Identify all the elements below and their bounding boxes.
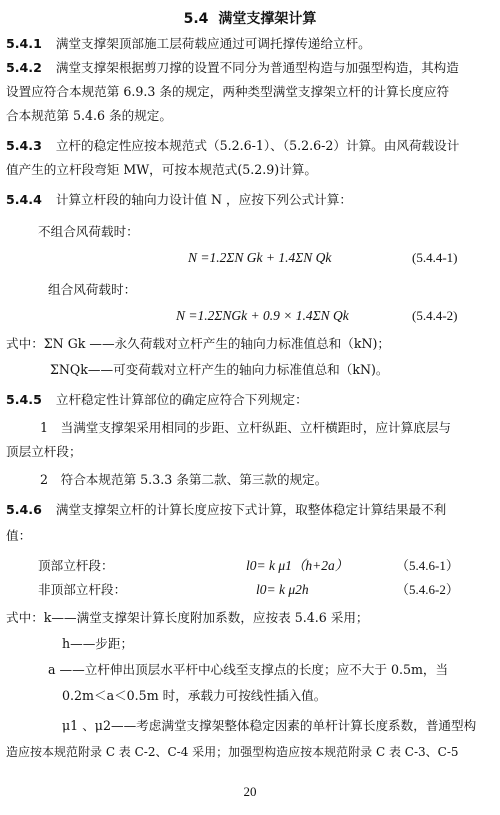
section-title-text: 满堂支撑架计算	[218, 11, 317, 27]
clause-5-4-5-item1: 1 当满堂支撑架采用相同的步距、立杆纵距、立杆横距时，应计算底层与	[40, 420, 452, 435]
formula-5-4-6-1: l0= k μ1（h+2a）	[246, 558, 349, 573]
clause-5-4-6-line2: 值：	[6, 528, 32, 543]
clause-5-4-5-item2: 2 符合本规范第 5.3.3 条第二款、第三款的规定。	[40, 472, 328, 487]
definition-a: a ——立杆伸出顶层水平杆中心线至支撑点的长度；应不大于 0.5m，当	[48, 662, 449, 677]
definition-a-line2: 0.2m＜a＜0.5m 时，承载力可按线性插入值。	[62, 688, 327, 703]
definition-h: h——步距；	[62, 636, 134, 651]
clause-number: 5.4.4	[6, 192, 42, 207]
equation-number-5-4-4-1: (5.4.4-1)	[412, 250, 458, 265]
clause-5-4-2-line2: 设置应符合本规范第 6.9.3 条的规定，两种类型满堂支撑架立杆的计算长度应符	[6, 84, 450, 99]
clause-number: 5.4.3	[6, 138, 42, 153]
definition-nqk: ΣNQk——可变荷载对立杆产生的轴向力标准值总和（kN)。	[50, 362, 389, 377]
clause-number: 5.4.6	[6, 502, 42, 517]
clause-number: 5.4.1	[6, 36, 42, 51]
case-no-wind-label: 不组合风荷载时：	[38, 224, 139, 239]
clause-text: 满堂支撑架根据剪刀撑的设置不同分为普通型构造与加强型构造，其构造	[55, 60, 459, 75]
definition-ngk: 式中：ΣN Gk ——永久荷载对立杆产生的轴向力标准值总和（kN)；	[6, 336, 391, 351]
clause-5-4-4	[6, 190, 352, 210]
section-number: 5.4	[183, 11, 209, 27]
clause-5-4-5-item1-line2: 顶层立杆段；	[6, 444, 82, 459]
formula-5-4-4-1: N =1.2ΣN Gk + 1.4ΣN Qk	[188, 250, 332, 265]
clause-5-4-5	[6, 390, 308, 410]
equation-number-5-4-6-2: （5.4.6-2）	[396, 582, 459, 597]
clause-number: 5.4.5	[6, 392, 42, 407]
section-title	[0, 8, 500, 28]
clause-text: 立杆的稳定性应按本规范式（5.2.6-1）、（5.2.6-2）计算。由风荷载设计	[55, 138, 460, 153]
clause-5-4-6	[6, 500, 446, 520]
case-wind-label: 组合风荷载时：	[48, 282, 137, 297]
clause-5-4-3-line2: 值产生的立杆段弯矩 MW，可按本规范式(5.2.9)计算。	[6, 162, 317, 177]
formula-5-4-6-2: l0= k μ2h	[256, 582, 309, 597]
definition-mu: μ1 、μ2——考虑满堂支撑架整体稳定因素的单杆计算长度系数，普通型构	[62, 718, 477, 733]
non-top-segment-label: 非顶部立杆段：	[38, 582, 127, 597]
definition-k: 式中：k——满堂支撑架计算长度附加系数，应按表 5.4.6 采用；	[6, 610, 369, 625]
clause-text: 计算立杆段的轴向力设计值 N ，应按下列公式计算：	[55, 192, 352, 207]
clause-5-4-2-line3: 合本规范第 5.4.6 条的规定。	[6, 108, 172, 123]
definition-mu-line2: 造应按本规范附录 C 表 C-2、C-4 采用；加强型构造应按本规范附录 C 表 C-3、C-5	[6, 745, 459, 759]
clause-number: 5.4.2	[6, 60, 42, 75]
equation-number-5-4-4-2: (5.4.4-2)	[412, 308, 458, 323]
clause-5-4-1	[6, 34, 371, 54]
top-segment-label: 顶部立杆段：	[38, 558, 114, 573]
clause-text: 满堂支撑架顶部施工层荷载应通过可调托撑传递给立杆。	[55, 36, 371, 51]
page-number: 20	[243, 784, 257, 799]
formula-5-4-4-2: N =1.2ΣNGk + 0.9 × 1.4ΣN Qk	[176, 308, 349, 323]
equation-number-5-4-6-1: （5.4.6-1）	[396, 558, 459, 573]
clause-text: 满堂支撑架立杆的计算长度应按下式计算，取整体稳定计算结果最不利	[55, 502, 447, 517]
clause-text: 立杆稳定性计算部位的确定应符合下列规定：	[55, 392, 308, 407]
clause-5-4-3	[6, 136, 459, 156]
clause-5-4-2	[6, 58, 459, 78]
